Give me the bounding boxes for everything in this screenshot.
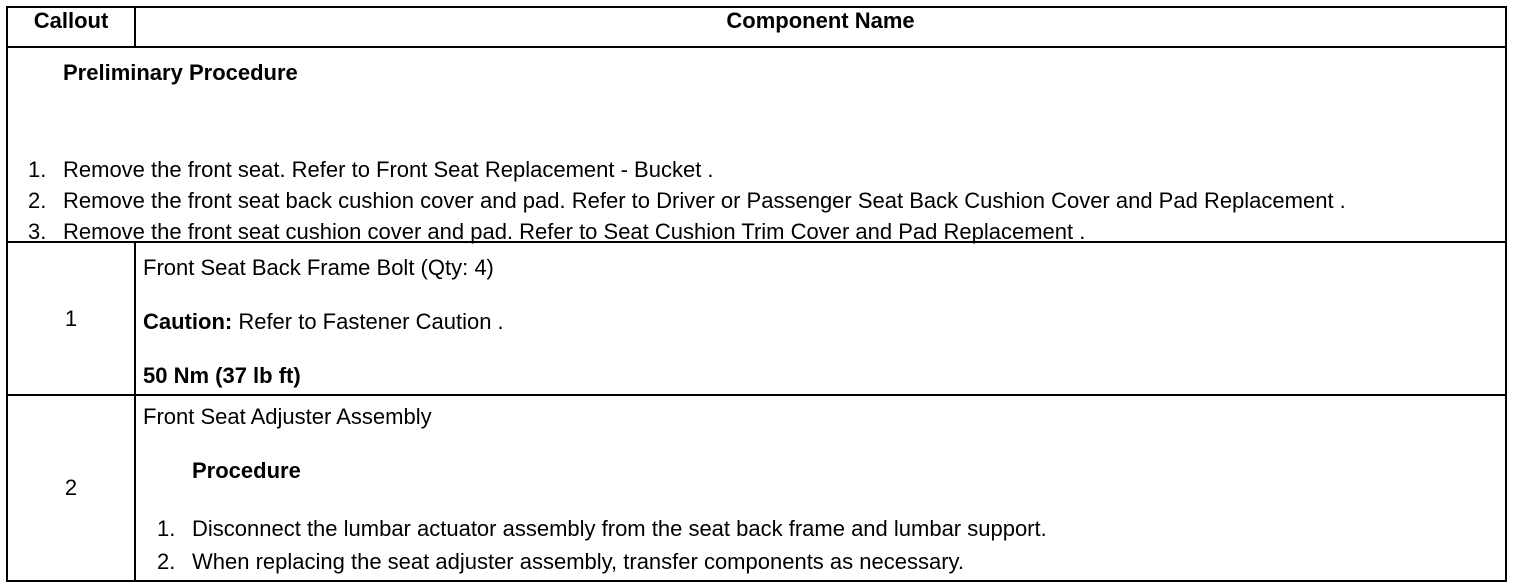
torque-spec: 50 Nm (37 lb ft) (143, 363, 301, 388)
procedure-step (136, 545, 1505, 578)
preliminary-steps (8, 154, 1505, 247)
step-text: Remove the front seat back cushion cover and pad. Refer to Driver or Passenger Seat Back Cushion Cover and Pad Replacement . (63, 188, 1346, 213)
callout-number: 2 (7, 395, 135, 581)
component-name: Front Seat Back Frame Bolt (Qty: 4) (143, 255, 494, 280)
step-text: Disconnect the lumbar actuator assembly from the seat back frame and lumbar support. (192, 516, 1047, 541)
table-row (7, 395, 1506, 581)
component-cell (135, 395, 1506, 581)
preliminary-title: Preliminary Procedure (63, 60, 298, 85)
step-number: 1. (157, 516, 176, 541)
header-callout: Callout (7, 7, 135, 47)
component-cell (135, 242, 1506, 395)
callout-number: 1 (7, 242, 135, 395)
step-number: 2. (28, 188, 47, 213)
step-number: 1. (28, 157, 47, 182)
component-name: Front Seat Adjuster Assembly (143, 404, 432, 429)
preliminary-step (8, 154, 1505, 185)
step-text: Remove the front seat. Refer to Front Seat Replacement - Bucket . (63, 157, 714, 182)
caution-text: Refer to Fastener Caution . (232, 309, 504, 334)
table-header-row (7, 7, 1506, 47)
table-row (7, 242, 1506, 395)
preliminary-row (7, 47, 1506, 242)
caution-line (143, 309, 504, 335)
header-component-name: Component Name (135, 7, 1506, 47)
caution-label: Caution: (143, 309, 233, 334)
preliminary-cell (7, 47, 1506, 242)
component-table (6, 6, 1507, 582)
step-number: 2. (157, 549, 176, 574)
step-text: Remove the front seat cushion cover and pad. Refer to Seat Cushion Trim Cover and Pad Replacement . (63, 219, 1086, 244)
procedure-step (136, 512, 1505, 545)
procedure-title: Procedure (192, 458, 301, 483)
procedure-steps (136, 512, 1505, 578)
step-text: When replacing the seat adjuster assembly, transfer components as necessary. (192, 549, 965, 574)
step-number: 3. (28, 219, 47, 244)
preliminary-step (8, 185, 1505, 216)
